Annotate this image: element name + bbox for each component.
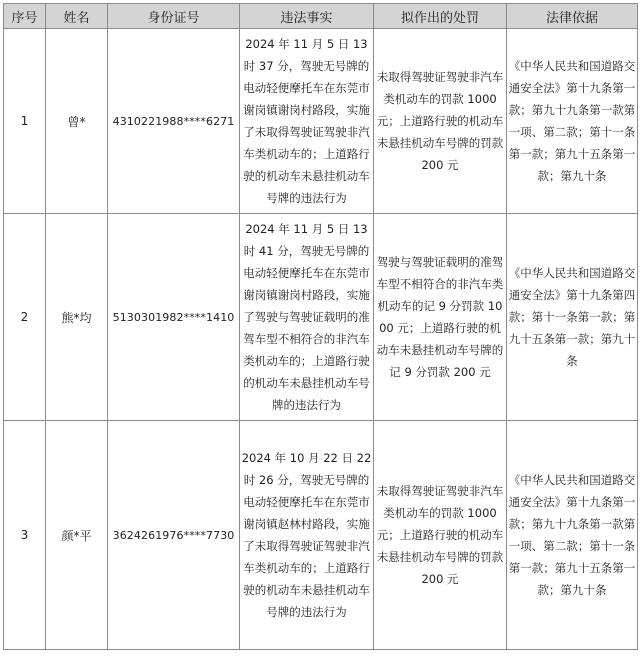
- table-row: [4, 421, 638, 650]
- cell-no: 2: [4, 214, 46, 421]
- cell-name: 熊*均: [46, 214, 108, 421]
- cell-name: 颜*平: [46, 421, 108, 650]
- cell-legal-basis: 《中华人民共和国道路交通安全法》第十九条第四款；第十一条第一款；第九十五条第一款；第九十条: [507, 214, 638, 421]
- cell-legal-basis: 《中华人民共和国道路交通安全法》第十九条第一款；第九十九条第一款第一项、第二款；第十一条第一款；第九十五条第一款；第九十条: [507, 29, 638, 214]
- header-penalty: 拟作出的处罚: [374, 4, 507, 29]
- cell-id-number: 4310221988****6271: [108, 29, 240, 214]
- cell-penalty: 未取得驾驶证驾驶非汽车类机动车的罚款 1000 元；上道路行驶的机动车未悬挂机动车号牌的罚款 200 元: [374, 421, 507, 650]
- cell-no: 1: [4, 29, 46, 214]
- header-id-number: 身份证号: [108, 4, 240, 29]
- table-row: [4, 214, 638, 421]
- cell-facts: 2024 年 11 月 5 日 13 时 41 分，驾驶无号牌的电动轻便摩托车在东莞市谢岗镇谢岗村路段，实施了驾驶与驾驶证载明的准驾车型不相符合的非汽车类机动车的；上道路行驶的机动车未悬挂机动车号牌的违法行为: [240, 214, 374, 421]
- cell-penalty: 未取得驾驶证驾驶非汽车类机动车的罚款 1000 元；上道路行驶的机动车未悬挂机动车号牌的罚款 200 元: [374, 29, 507, 214]
- cell-id-number: 5130301982****1410: [108, 214, 240, 421]
- header-facts: 违法事实: [240, 4, 374, 29]
- cell-name: 曾*: [46, 29, 108, 214]
- cell-legal-basis: 《中华人民共和国道路交通安全法》第十九条第一款；第九十九条第一款第一项、第二款；第十一条第一款；第九十五条第一款；第九十条: [507, 421, 638, 650]
- cell-no: 3: [4, 421, 46, 650]
- cell-id-number: 3624261976****7730: [108, 421, 240, 650]
- violations-table: [3, 3, 638, 650]
- header-legal-basis: 法律依据: [507, 4, 638, 29]
- cell-penalty: 驾驶与驾驶证载明的准驾车型不相符合的非汽车类机动车的记 9 分罚款 1000 元；上道路行驶的机动车未悬挂机动车号牌的记 9 分罚款 200 元: [374, 214, 507, 421]
- header-row: [4, 4, 638, 29]
- header-name: 姓名: [46, 4, 108, 29]
- header-no: 序号: [4, 4, 46, 29]
- table-row: [4, 29, 638, 214]
- cell-facts: 2024 年 10 月 22 日 22 时 26 分，驾驶无号牌的电动轻便摩托车在东莞市谢岗镇赵林村路段，实施了未取得驾驶证驾驶非汽车类机动车的；上道路行驶的机动车未悬挂机动车号牌的违法行为: [240, 421, 374, 650]
- cell-facts: 2024 年 11 月 5 日 13 时 37 分，驾驶无号牌的电动轻便摩托车在东莞市谢岗镇谢岗村路段，实施了未取得驾驶证驾驶非汽车类机动车的；上道路行驶的机动车未悬挂机动车号牌的违法行为: [240, 29, 374, 214]
